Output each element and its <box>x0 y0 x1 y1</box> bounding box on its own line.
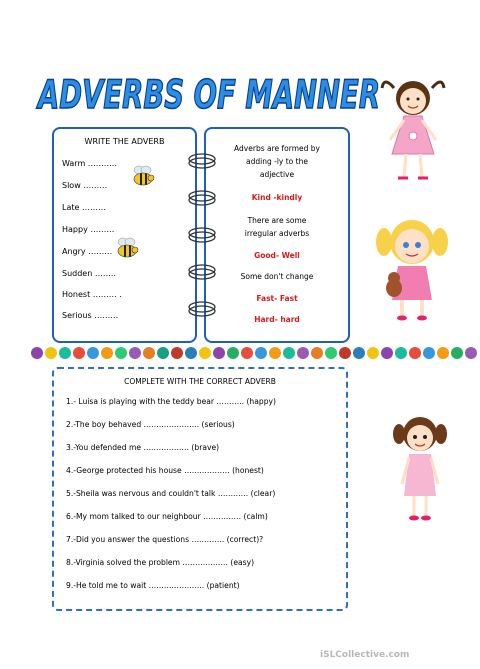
site-watermark: iSLCollective.com <box>320 650 410 660</box>
bee-icon <box>114 237 140 259</box>
girl-pigtails-illustration <box>392 412 448 524</box>
exercise-heading: COMPLETE WITH THE CORRECT ADVERB <box>124 377 276 386</box>
notebook <box>52 127 350 345</box>
title-art <box>34 70 384 118</box>
exercise-item: 5.-Sheila was nervous and couldn't talk ………… (clear) <box>66 489 276 498</box>
example-text: Fast- Fast <box>256 294 298 303</box>
exercise-item: 6.-My mom talked to our neighbour …………… (calm) <box>66 512 268 521</box>
colored-dots-divider <box>30 344 480 362</box>
example-text: Hard- hard <box>254 315 300 324</box>
exercise-item: 4.-George protected his house ……………… (honest) <box>66 466 264 475</box>
blonde-girl-teddy-illustration <box>372 212 452 322</box>
adverb-item: Late ……… <box>62 203 106 212</box>
rule-text: adjective <box>259 170 295 179</box>
adverb-item: Slow ……… <box>62 181 108 190</box>
rule-text: irregular adverbs <box>244 229 310 238</box>
exercise-item: 7.-Did you answer the questions …………. (correct)? <box>66 535 264 544</box>
adverb-item: Warm ……….. <box>62 159 117 168</box>
adverb-item: Serious ……… <box>62 311 119 320</box>
rule-text: There are some <box>247 216 307 225</box>
exercise-item: 8.-Virginia solved the problem ……………… (easy) <box>66 558 255 567</box>
rule-text: adding -ly to the <box>246 157 308 166</box>
adverb-item: Happy ……… <box>62 225 115 234</box>
rule-text: Adverbs are formed by <box>234 144 320 153</box>
bee-icon <box>130 165 156 187</box>
notebook-left-page <box>52 127 197 343</box>
notebook-right-page <box>204 127 350 343</box>
example-text: Kind -kindly <box>251 193 303 202</box>
exercise-box <box>52 367 348 611</box>
left-page-heading: WRITE THE ADVERB <box>84 137 165 146</box>
exercise-item: 1.- Luisa is playing with the teddy bear ……….. (happy) <box>66 397 276 406</box>
rule-text: Some don't change <box>240 272 314 281</box>
exercise-item: 2.-The boy behaved …………………. (serious) <box>66 420 235 429</box>
exercise-item: 3.-You defended me ……………… (brave) <box>66 443 220 452</box>
exercise-item: 9.-He told me to wait …………………. (patient) <box>66 581 240 590</box>
title-text: ADVERBS OF MANNER <box>35 73 381 118</box>
adverb-item: Sudden …….. <box>62 269 116 278</box>
example-text: Good- Well <box>254 251 300 260</box>
girl-pink-dress-illustration <box>380 74 446 184</box>
spiral-rings-icon <box>182 147 222 327</box>
adverb-item: Angry ……… <box>62 247 113 256</box>
adverb-item: Honest ……… . <box>62 290 122 299</box>
worksheet-title <box>34 70 384 118</box>
